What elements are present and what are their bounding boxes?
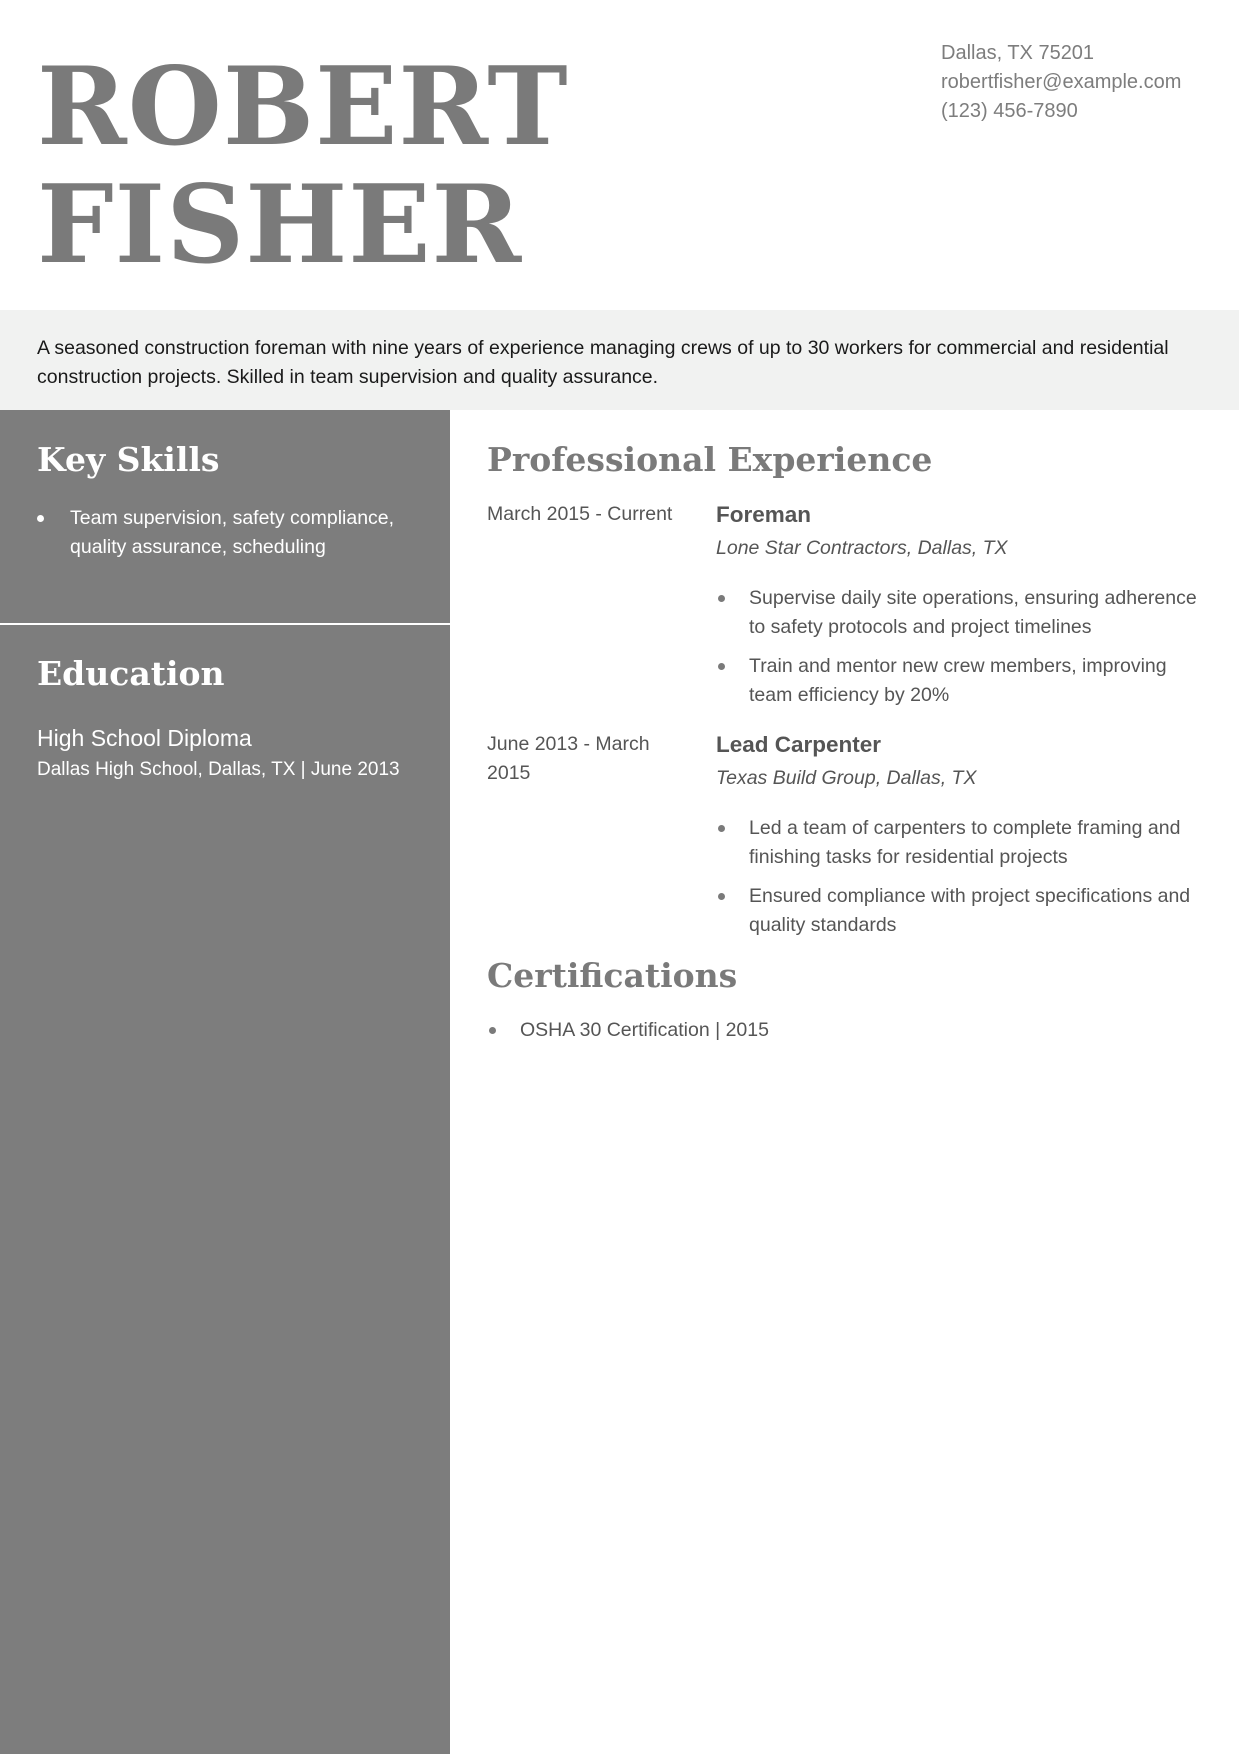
job-bullet-text: Train and mentor new crew members, improving team efficiency by 20% bbox=[749, 655, 1167, 706]
job-bullet-text: Supervise daily site operations, ensuring adherence to safety protocols and project timelines bbox=[749, 587, 1197, 638]
certifications-list bbox=[487, 1016, 1207, 1045]
skill-item bbox=[37, 504, 413, 562]
education-degree: High School Diploma bbox=[37, 725, 252, 751]
job-title: Lead Carpenter bbox=[716, 732, 882, 757]
experience-heading: Professional Experience bbox=[487, 440, 933, 479]
candidate-name bbox=[37, 44, 569, 288]
job-details bbox=[716, 730, 1206, 940]
last-name: FISHER bbox=[37, 162, 523, 288]
bullet-icon bbox=[718, 893, 725, 900]
skills-list bbox=[37, 504, 413, 562]
job-bullets bbox=[716, 814, 1206, 940]
certification-item bbox=[487, 1016, 1207, 1045]
professional-summary: A seasoned construction foreman with nine years of experience managing crews of up to 30 workers for commercial and residential construction projects. Skilled in team supervision and quality assurance. bbox=[0, 310, 1239, 410]
job-bullet-text: Led a team of carpenters to complete framing and finishing tasks for residential projects bbox=[749, 817, 1181, 868]
education-heading: Education bbox=[37, 654, 225, 693]
main-content bbox=[487, 410, 1207, 1055]
job-entry bbox=[487, 500, 1207, 710]
education-school: Dallas High School, Dallas, TX | June 2013 bbox=[37, 759, 400, 780]
sidebar-divider bbox=[0, 623, 450, 625]
job-bullet bbox=[716, 814, 1206, 872]
job-bullet bbox=[716, 584, 1206, 642]
resume-header bbox=[0, 0, 1239, 310]
bullet-icon bbox=[718, 825, 725, 832]
key-skills-section bbox=[0, 410, 450, 562]
job-details bbox=[716, 500, 1206, 710]
first-name: ROBERT bbox=[37, 44, 569, 170]
job-bullet bbox=[716, 652, 1206, 710]
job-bullet-text: Ensured compliance with project specifications and quality standards bbox=[749, 885, 1191, 936]
certification-text: OSHA 30 Certification | 2015 bbox=[520, 1019, 769, 1041]
job-company: Lone Star Contractors, Dallas, TX bbox=[716, 537, 1008, 559]
bullet-icon bbox=[718, 595, 725, 602]
certifications-heading: Certifications bbox=[487, 956, 738, 995]
job-bullets bbox=[716, 584, 1206, 710]
job-entry bbox=[487, 730, 1207, 940]
bullet-icon bbox=[718, 663, 725, 670]
contact-location: Dallas, TX 75201 bbox=[941, 42, 1095, 64]
bullet-icon bbox=[489, 1027, 496, 1034]
skill-text: Team supervision, safety compliance, quality assurance, scheduling bbox=[70, 507, 395, 558]
job-company: Texas Build Group, Dallas, TX bbox=[716, 767, 977, 789]
sidebar bbox=[0, 410, 450, 1754]
education-section bbox=[37, 652, 437, 784]
bullet-icon bbox=[37, 515, 44, 522]
job-dates: June 2013 - March 2015 bbox=[487, 733, 650, 784]
job-title: Foreman bbox=[716, 502, 812, 527]
contact-info bbox=[941, 39, 1181, 126]
contact-phone: (123) 456-7890 bbox=[941, 100, 1078, 122]
key-skills-heading: Key Skills bbox=[37, 440, 220, 479]
job-bullet bbox=[716, 882, 1206, 940]
job-dates: March 2015 - Current bbox=[487, 503, 673, 525]
contact-email: robertfisher@example.com bbox=[941, 71, 1182, 93]
